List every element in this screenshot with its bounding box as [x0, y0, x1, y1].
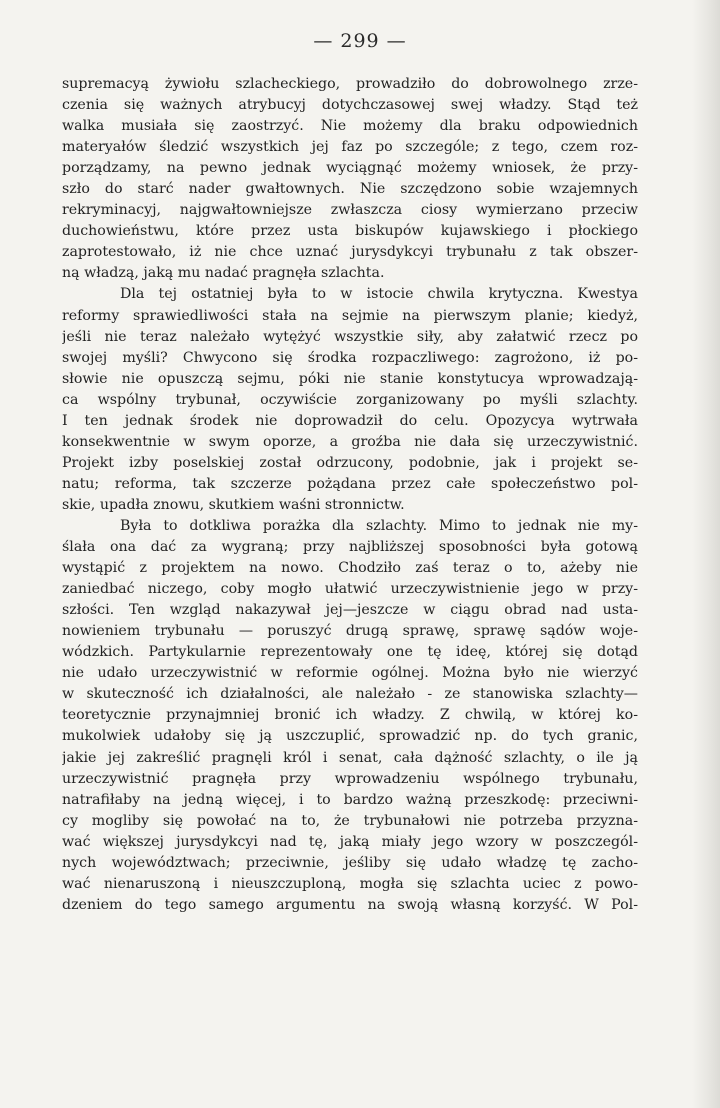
text-line: konsekwentnie w swym oporze, a groźba nie dała się urzeczywistnić.	[62, 433, 638, 450]
text-line: porządzamy, na pewno jednak wyciągnąć możemy wniosek, że przy-	[62, 160, 638, 177]
text-line: I ten jednak środek nie doprowadził do celu. Opozycya wytrwała	[62, 412, 638, 429]
page-edge-shadow	[692, 0, 720, 1108]
text-line: jakie jej zakreślić pragnęli król i senat, cała dążność szlachty, o ile ją	[62, 749, 638, 766]
text-line: w skuteczność ich działalności, ale należało - ze stanowiska szlachty—	[62, 686, 638, 703]
text-line: nowieniem trybunału — poruszyć drugą sprawę, sprawę sądów woje-	[62, 623, 638, 640]
text-line: cy mogliby się powołać na to, że trybunałowi nie potrzeba przyzna-	[62, 812, 638, 829]
text-line: natu; reforma, tak szczerze pożądana przez całe społeczeństwo pol-	[62, 475, 638, 492]
text-line: natrafiłaby na jedną więcej, i to bardzo ważną przeszkodę: przeciwni-	[62, 791, 638, 808]
text-line: duchowieństwu, które przez usta biskupów kujawskiego i płockiego	[62, 223, 638, 240]
text-line: ślała ona dać za wygraną; przy najbliższej sposobności była gotową	[62, 539, 638, 556]
text-line: Projekt izby poselskiej został odrzucony, podobnie, jak i projekt se-	[62, 454, 638, 471]
text-line: rekryminacyj, najgwałtowniejsze zwłaszcza ciosy wymierzano przeciw	[62, 202, 638, 219]
text-line: zaprotestowało, iż nie chce uznać jurysdykcyi trybunału z tak obszer-	[62, 244, 638, 261]
text-line: teoretycznie przynajmniej bronić ich władzy. Z chwilą, w której ko-	[62, 707, 638, 724]
body-text	[62, 74, 638, 916]
text-line: wystąpić z projektem na nowo. Chodziło zaś teraz o to, ażeby nie	[62, 560, 638, 577]
text-line: wać nienaruszoną i nieuszczuploną, mogła się szlachta uciec z powo-	[62, 875, 638, 892]
text-line: szłości. Ten wzgląd nakazywał jej—jeszcze w ciągu obrad nad usta-	[62, 602, 638, 619]
text-line: nie udało urzeczywistnić w reformie ogólnej. Można było nie wierzyć	[62, 665, 638, 682]
text-line: nych województwach; przeciwnie, jeśliby się udało władzę tę zacho-	[62, 854, 638, 871]
text-line: ca wspólny trybunał, oczywiście zorganizowany po myśli szlachty.	[62, 391, 638, 408]
text-line: zaniedbać niczego, coby mogło ułatwić urzeczywistnienie jego w przy-	[62, 581, 638, 598]
text-line: reformy sprawiedliwości stała na sejmie na pierwszym planie; kiedyż,	[62, 307, 638, 324]
text-line: ną władzą, jaką mu nadać pragnęła szlachta.	[62, 265, 385, 282]
text-line: czenia się ważnych atrybucyj dotychczasowej swej władzy. Stąd też	[62, 97, 638, 114]
text-line: słowie nie opuszczą sejmu, póki nie stanie konstytucya wprowadzają-	[62, 370, 638, 387]
page-number: — 299 —	[313, 30, 407, 52]
text-line: urzeczywistnić pragnęła przy wprowadzeniu wspólnego trybunału,	[62, 770, 638, 787]
text-line: mukolwiek udałoby się ją uszczuplić, sprowadzić np. do tych granic,	[62, 728, 638, 745]
text-line: walka musiała się zaostrzyć. Nie możemy dla braku odpowiednich	[62, 118, 638, 135]
text-line: dzeniem do tego samego argumentu na swoją własną korzyść. W Pol-	[62, 896, 638, 913]
text-line: jeśli nie teraz należało wytężyć wszystkie siły, aby załatwić rzecz po	[62, 328, 638, 345]
text-line: materyałów śledzić wszystkich jej faz po szczególe; z tego, czem roz-	[62, 139, 638, 156]
text-line: swojej myśli? Chwycono się środka rozpaczliwego: zagrożono, iż po-	[62, 349, 638, 366]
text-line: skie, upadła znowu, skutkiem waśni stronnictw.	[62, 496, 405, 513]
text-line: Dla tej ostatniej była to w istocie chwila krytyczna. Kwestya	[120, 286, 638, 303]
text-line: wódzkich. Partykularnie reprezentowały one tę ideę, której się dotąd	[62, 644, 638, 661]
text-line: supremacyą żywiołu szlacheckiego, prowadziło do dobrowolnego zrze-	[62, 76, 638, 92]
text-line: Była to dotkliwa porażka dla szlachty. Mimo to jednak nie my-	[120, 517, 638, 534]
text-line: szło do starć nader gwałtownych. Nie szczędzono sobie wzajemnych	[62, 181, 638, 198]
text-line: wać większej jurysdykcyi nad tę, jaką miały jego wzory w poszczegól-	[62, 833, 638, 850]
